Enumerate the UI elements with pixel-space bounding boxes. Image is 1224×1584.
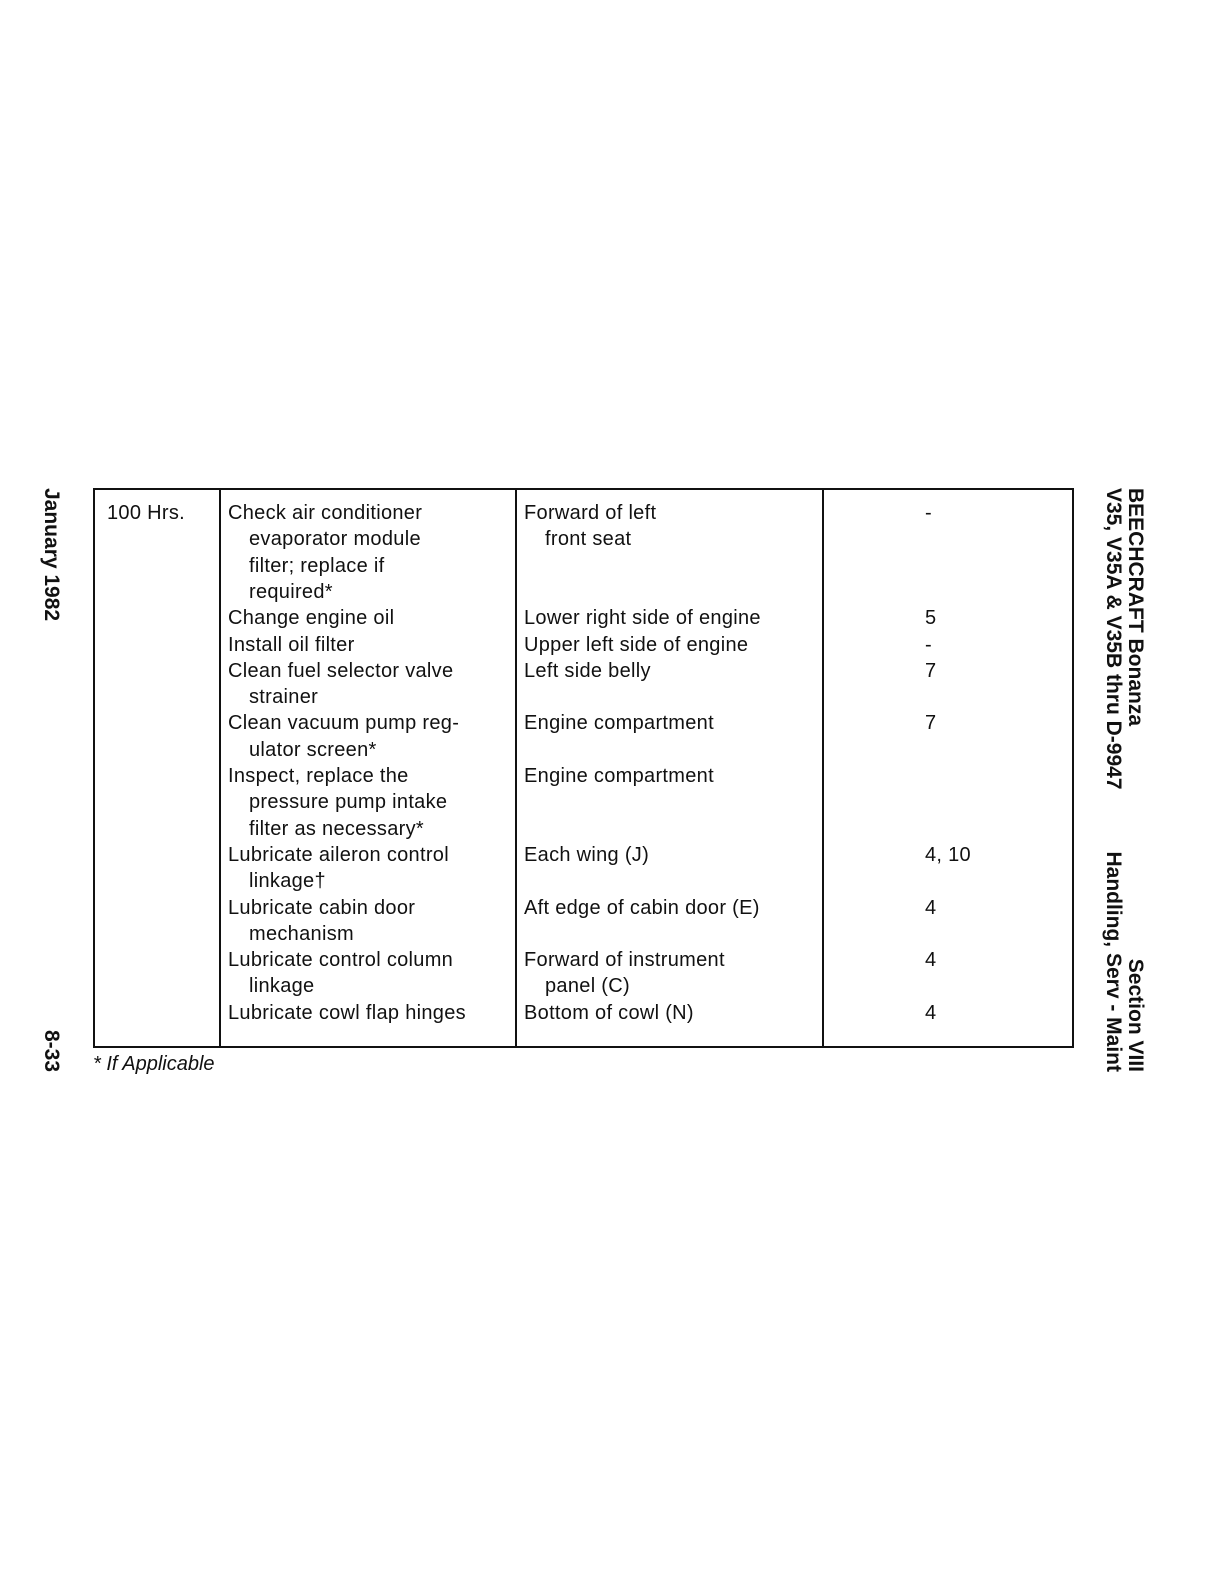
- procedure-entry: [228, 710, 459, 763]
- procedure-entry-line: Clean fuel selector valve: [228, 659, 454, 682]
- lubricant-entry: 4, 10: [925, 843, 971, 866]
- lubricant-entry: 7: [925, 712, 937, 735]
- lubricant-entry: 5: [925, 607, 937, 630]
- lubricant-entry: 4: [925, 949, 937, 972]
- procedure-entry: [228, 1000, 466, 1026]
- location-entry-line: Engine compartment: [524, 712, 714, 735]
- procedure-entry-line: pressure pump intake: [249, 791, 448, 814]
- header-rotated: [1102, 488, 1146, 1072]
- location-entry-line: panel (C): [545, 975, 630, 998]
- location-entry: [524, 1000, 694, 1026]
- location-entry-line: Lower right side of engine: [524, 607, 761, 630]
- lubricant-entry: -: [925, 502, 932, 524]
- lubricant-entry: -: [925, 633, 932, 656]
- location-entry-line: Aft edge of cabin door (E): [524, 896, 760, 919]
- lubricant-entry: 4: [925, 896, 937, 919]
- location-entry-line: Upper left side of engine: [524, 633, 749, 656]
- procedure-entry: [228, 605, 394, 631]
- column-divider: [219, 490, 221, 1046]
- procedure-entry-line: evaporator module: [249, 528, 421, 551]
- location-entry-line: Each wing (J): [524, 843, 650, 866]
- column-divider: [515, 490, 517, 1046]
- footer-rotated: [40, 488, 62, 1072]
- location-entry: [524, 658, 651, 684]
- footer-date: January 1982: [40, 488, 63, 622]
- location-entry-line: Forward of instrument: [524, 949, 725, 972]
- procedure-entry-line: strainer: [249, 686, 319, 709]
- procedure-entry-line: Clean vacuum pump reg-: [228, 712, 460, 735]
- procedure-entry-line: Lubricate cowl flap hinges: [228, 1001, 466, 1024]
- procedure-entry-line: filter as necessary*: [249, 817, 424, 840]
- location-entry-line: Engine compartment: [524, 765, 714, 787]
- location-entry: [524, 500, 656, 553]
- location-entry: [524, 763, 714, 789]
- location-entry: [524, 632, 748, 658]
- location-entry-line: Left side belly: [524, 659, 651, 682]
- interval-cell: 100 Hrs.: [107, 502, 185, 524]
- procedure-entry-line: Install oil filter: [228, 633, 355, 656]
- location-entry-line: Forward of left: [524, 502, 657, 524]
- location-entry-line: Bottom of cowl (N): [524, 1001, 694, 1024]
- procedure-entry-line: linkage†: [249, 870, 326, 893]
- procedure-entry: [228, 947, 453, 1000]
- models-label: V35, V35A & V35B thru D-9947: [1102, 488, 1125, 790]
- lubricant-entry: 4: [925, 1001, 937, 1024]
- procedure-entry-line: linkage: [249, 975, 315, 998]
- procedure-entry-line: Change engine oil: [228, 607, 395, 630]
- procedure-entry-line: filter; replace if: [249, 554, 385, 577]
- page-number: 8-33: [40, 1029, 63, 1072]
- procedure-entry: [228, 658, 453, 711]
- procedure-entry: [228, 500, 422, 605]
- procedure-entry-line: Lubricate control column: [228, 949, 454, 972]
- column-divider: [822, 490, 824, 1046]
- procedure-entry-line: Lubricate aileron control: [228, 843, 449, 866]
- procedure-entry-line: ulator screen*: [249, 738, 377, 761]
- location-entry: [524, 842, 649, 868]
- procedure-entry: [228, 763, 447, 842]
- section-title: Handling, Serv - Maint: [1102, 851, 1125, 1072]
- location-entry: [524, 895, 760, 921]
- procedure-entry: [228, 842, 449, 895]
- location-entry: [524, 710, 714, 736]
- location-entry-line: front seat: [545, 528, 632, 551]
- manual-title: BEECHCRAFT Bonanza: [1124, 488, 1147, 727]
- lubricant-entry: 7: [925, 659, 937, 682]
- procedure-entry-line: Lubricate cabin door: [228, 896, 416, 919]
- procedure-entry-line: required*: [249, 580, 333, 603]
- footnote: * If Applicable: [93, 1053, 215, 1075]
- procedure-entry-line: mechanism: [249, 922, 354, 945]
- maintenance-table: [93, 488, 1074, 1048]
- procedure-entry: [228, 895, 415, 948]
- location-entry: [524, 947, 725, 1000]
- location-entry: [524, 605, 761, 631]
- procedure-entry-line: Check air conditioner: [228, 502, 423, 524]
- procedure-entry-line: Inspect, replace the: [228, 765, 409, 787]
- procedure-entry: [228, 632, 355, 658]
- section-label: Section VIII: [1124, 958, 1147, 1072]
